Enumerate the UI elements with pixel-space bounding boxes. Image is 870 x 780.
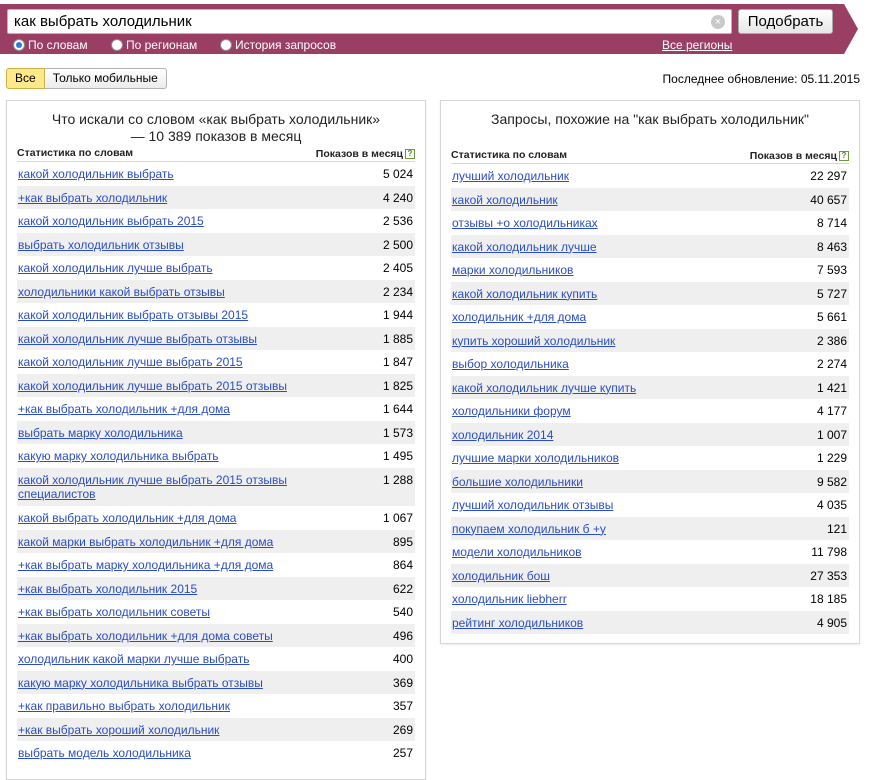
table-row (17, 647, 415, 671)
table-row (451, 352, 849, 376)
table-row (451, 282, 849, 306)
query-link[interactable]: какую марку холодильника выбрать (18, 449, 219, 463)
mode-history-label: История запросов (235, 38, 337, 52)
query-link[interactable]: модели холодильников (452, 545, 582, 559)
search-input[interactable] (8, 10, 731, 33)
column-shows-label: Показов в месяц (315, 148, 403, 160)
table-row (17, 421, 415, 445)
mode-regions-radio[interactable] (111, 38, 197, 52)
shows-count: 864 (392, 558, 413, 572)
filter-all-tab[interactable]: Все (6, 68, 45, 89)
table-row (17, 444, 415, 468)
query-link[interactable]: холодильник бош (452, 568, 550, 583)
shows-count: 540 (392, 605, 413, 619)
query-link[interactable]: какой холодильник лучше выбрать (18, 261, 213, 275)
table-row (451, 540, 849, 564)
mode-words-radio[interactable] (13, 38, 88, 52)
query-link[interactable]: лучший холодильник (452, 169, 569, 183)
shows-count: 4 035 (816, 498, 847, 512)
table-row (451, 188, 849, 212)
shows-count: 18 185 (810, 592, 847, 606)
table-row (451, 305, 849, 329)
column-shows-header (316, 147, 415, 161)
shows-count: 1 067 (382, 511, 413, 525)
table-row (17, 468, 415, 507)
table-row (17, 303, 415, 327)
query-link[interactable]: лучшие марки холодильников (452, 451, 620, 465)
shows-count: 2 536 (382, 214, 413, 228)
query-link[interactable]: холодильник liebherr (452, 592, 567, 606)
column-shows-header (750, 149, 849, 163)
column-words-header: Статистика по словам (17, 147, 133, 159)
table-row (17, 624, 415, 648)
shows-count: 2 405 (382, 261, 413, 275)
table-row (451, 564, 849, 588)
search-field (7, 9, 732, 34)
shows-count: 11 798 (811, 545, 847, 559)
shows-count: 269 (392, 722, 413, 737)
shows-count: 1 944 (382, 308, 413, 322)
mode-regions-label: По регионам (126, 38, 198, 52)
shows-count: 1 885 (382, 331, 413, 346)
table-row (451, 493, 849, 517)
table-row (451, 258, 849, 282)
table-row (17, 553, 415, 577)
shows-count: 1 825 (382, 378, 413, 393)
query-link[interactable]: +как выбрать холодильник +для дома (18, 402, 230, 416)
table-row (17, 718, 415, 742)
similar-panel-title: Запросы, похожие на "как выбрать холодильник" (491, 111, 809, 127)
table-row (17, 256, 415, 280)
shows-count: 40 657 (810, 192, 847, 207)
shows-count: 1 495 (382, 449, 413, 463)
table-row (17, 577, 415, 601)
shows-count: 357 (392, 699, 413, 713)
table-row (17, 327, 415, 351)
help-icon[interactable]: ? (839, 151, 849, 161)
radio-unchecked-icon (111, 39, 123, 51)
query-link[interactable]: какую марку холодильника выбрать отзывы (18, 675, 263, 690)
table-row (451, 517, 849, 541)
shows-count: 1 847 (382, 355, 413, 369)
query-link[interactable]: +как выбрать холодильник +для дома советы (18, 628, 273, 643)
query-link[interactable]: марки холодильников (452, 263, 574, 277)
query-link[interactable]: какой холодильник лучше (452, 239, 597, 254)
shows-count: 2 386 (816, 333, 847, 348)
shows-count: 22 297 (810, 169, 847, 183)
query-link[interactable]: +как выбрать хороший холодильник (18, 722, 220, 737)
column-words-header: Статистика по словам (451, 149, 567, 161)
shows-count: 8 463 (816, 239, 847, 254)
shows-count: 1 421 (816, 380, 847, 395)
table-row (17, 671, 415, 695)
table-row (451, 329, 849, 353)
query-link[interactable]: холодильник 2014 (452, 427, 554, 442)
query-link[interactable]: холодильники какой выбрать отзывы (18, 284, 225, 299)
table-row (451, 211, 849, 235)
query-link[interactable]: холодильники форум (452, 404, 571, 418)
filter-mobile-tab[interactable]: Только мобильные (45, 68, 167, 89)
table-row (17, 694, 415, 718)
shows-count: 4 240 (382, 190, 413, 205)
query-link[interactable]: +как правильно выбрать холодильник (18, 699, 230, 713)
query-link[interactable]: какой холодильник лучше выбрать 2015 (18, 355, 243, 369)
table-row (17, 162, 415, 186)
submit-button[interactable]: Подобрать (738, 9, 833, 34)
query-link[interactable]: холодильник какой марки лучше выбрать (18, 652, 250, 666)
shows-count: 5 727 (816, 286, 847, 301)
shows-count: 8 714 (816, 216, 847, 230)
table-row (17, 233, 415, 257)
words-table-header (17, 147, 415, 162)
table-row (451, 470, 849, 494)
shows-count: 2 274 (816, 357, 847, 371)
query-link[interactable]: какой холодильник лучше выбрать 2015 отзывы (18, 378, 287, 393)
shows-count: 5 024 (382, 167, 413, 181)
shows-count: 1 229 (816, 451, 847, 465)
shows-count: 4 177 (816, 404, 847, 418)
shows-count: 369 (392, 675, 413, 690)
shows-count: 496 (392, 628, 413, 643)
shows-count: 1 644 (382, 402, 413, 416)
last-update-text: Последнее обновление: 05.11.2015 (662, 72, 860, 86)
query-link[interactable]: рейтинг холодильников (452, 615, 584, 630)
table-row (451, 446, 849, 470)
all-regions-link[interactable]: Все регионы (662, 38, 733, 52)
similar-panel (440, 100, 860, 644)
shows-count: 1 288 (382, 472, 413, 487)
query-link[interactable]: выбор холодильника (452, 357, 569, 371)
shows-count: 4 905 (816, 615, 847, 630)
table-row (451, 587, 849, 611)
shows-count: 9 582 (816, 474, 847, 489)
query-link[interactable]: какой холодильник лучше выбрать отзывы (18, 331, 257, 346)
query-link[interactable]: выбрать марку холодильника (18, 425, 183, 440)
shows-count: 895 (392, 534, 413, 549)
shows-count: 27 353 (810, 568, 847, 583)
table-row (17, 209, 415, 233)
mode-words-label: По словам (28, 38, 88, 52)
shows-count: 2 500 (382, 237, 413, 252)
query-link[interactable]: выбрать модель холодильника (18, 746, 191, 760)
query-link[interactable]: какой холодильник лучше купить (452, 380, 637, 395)
query-link[interactable]: какой марки выбрать холодильник +для дома (18, 534, 274, 549)
table-row (451, 399, 849, 423)
query-link[interactable]: какой холодильник купить (452, 286, 598, 301)
mode-history-radio[interactable] (220, 38, 336, 52)
table-row (451, 611, 849, 635)
shows-count: 121 (826, 521, 847, 536)
table-row (17, 741, 415, 765)
query-link[interactable]: отзывы +о холодильниках (452, 216, 598, 230)
query-link[interactable]: +как выбрать марку холодильника +для дома (18, 558, 274, 572)
query-link[interactable]: какой холодильник (452, 192, 558, 207)
table-row (17, 397, 415, 421)
search-bar (0, 0, 870, 56)
shows-count: 7 593 (816, 263, 847, 277)
query-link[interactable]: какой холодильник выбрать (18, 167, 174, 181)
query-link[interactable]: +как выбрать холодильник советы (18, 605, 210, 619)
shows-count: 622 (392, 581, 413, 596)
radio-checked-icon (13, 39, 25, 51)
words-table-body (17, 162, 415, 765)
query-link[interactable]: выбрать холодильник отзывы (18, 237, 184, 252)
shows-count: 257 (392, 746, 413, 760)
table-row (451, 235, 849, 259)
device-filter (6, 68, 167, 90)
similar-table-body (451, 164, 849, 634)
similar-table-header (451, 149, 849, 164)
table-row (17, 186, 415, 210)
radio-unchecked-icon (220, 39, 232, 51)
query-link[interactable]: какой холодильник выбрать отзывы 2015 (18, 308, 249, 322)
table-row (17, 530, 415, 554)
table-row (17, 506, 415, 530)
query-link[interactable]: большие холодильники (452, 474, 583, 489)
help-icon[interactable]: ? (405, 149, 415, 159)
query-link[interactable]: какой выбрать холодильник +для дома (18, 511, 237, 525)
query-link[interactable]: лучший холодильник отзывы (452, 498, 614, 512)
query-link[interactable]: +как выбрать холодильник (18, 190, 168, 205)
table-row (17, 600, 415, 624)
shows-count: 5 661 (816, 310, 847, 324)
query-link[interactable]: +как выбрать холодильник 2015 (18, 581, 198, 596)
column-shows-label: Показов в месяц (749, 150, 837, 162)
shows-count: 1 573 (382, 425, 413, 440)
query-link[interactable]: какой холодильник выбрать 2015 (18, 214, 204, 228)
table-row (17, 350, 415, 374)
words-panel (6, 100, 426, 780)
query-link[interactable]: купить хороший холодильник (452, 333, 616, 348)
shows-count: 400 (392, 652, 413, 666)
table-row (451, 376, 849, 400)
shows-count: 2 234 (382, 284, 413, 299)
table-row (451, 164, 849, 188)
shows-count: 1 007 (816, 427, 847, 442)
table-row (17, 280, 415, 304)
clear-icon[interactable]: × (711, 15, 725, 29)
query-link[interactable]: какой холодильник лучше выбрать 2015 отзывы специалистов (18, 472, 287, 501)
query-link[interactable]: покупаем холодильник б +у (452, 521, 606, 536)
query-link[interactable]: холодильник +для дома (452, 310, 587, 324)
table-row (17, 374, 415, 398)
table-row (451, 423, 849, 447)
words-panel-title: Что искали со словом «как выбрать холодильник» — 10 389 показов в месяц (51, 111, 381, 144)
